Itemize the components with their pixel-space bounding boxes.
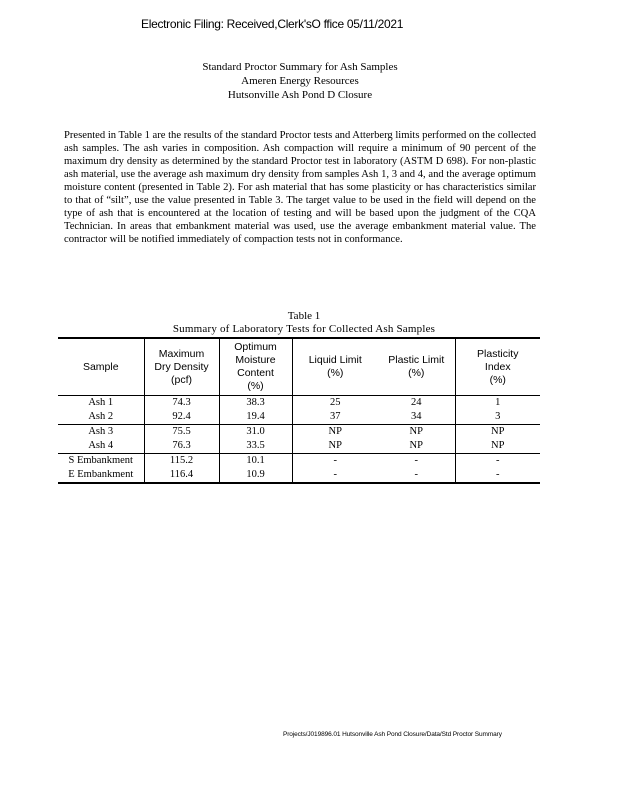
cell-max-dry-density: 115.2 [144, 454, 219, 469]
table-row [58, 468, 540, 483]
table-row [58, 425, 540, 440]
cell-sample: Ash 2 [58, 410, 144, 425]
cell-optimum-moisture: 10.9 [219, 468, 292, 483]
cell-sample: Ash 4 [58, 439, 144, 454]
cell-plastic-limit: 24 [411, 397, 422, 408]
cell-max-dry-density: 116.4 [144, 468, 219, 483]
cell-plasticity-index: NP [455, 425, 540, 440]
cell-plastic-limit: - [378, 468, 455, 483]
column-header-liquid-limit: Liquid Limit (%) [292, 338, 378, 396]
table-row [58, 396, 540, 411]
cell-plastic-limit: NP [409, 426, 423, 437]
cell-max-dry-density: 74.3 [144, 396, 219, 411]
cell-optimum-moisture: 19.4 [219, 410, 292, 425]
cell-liquid-limit: 25 [292, 396, 378, 411]
cell-plastic-limit: - [414, 455, 418, 466]
cell-optimum-moisture: 10.1 [219, 454, 292, 469]
cell-plastic-limit: 34 [378, 410, 455, 425]
cell-plastic-limit: NP [378, 439, 455, 454]
column-header-plasticity-index: Plasticity Index (%) [455, 338, 540, 396]
cell-sample: E Embankment [58, 468, 144, 483]
footer-file-path: Projects/J019896.01 Hutsonville Ash Pond Closure/Data/Std Proctor Summary [283, 731, 502, 738]
cell-optimum-moisture: 33.5 [219, 439, 292, 454]
header-title: Standard Proctor Summary for Ash Samples [202, 61, 398, 73]
cell-liquid-limit: NP [292, 425, 378, 440]
table-row [58, 439, 540, 454]
cell-plasticity-index: NP [455, 439, 540, 454]
body-paragraph: Presented in Table 1 are the results of the standard Proctor tests and Atterberg limits performed on the collected ash samples. The ash varies in composition. Ash compaction will require a minimum of 90 percent of the maximum dry density as determined by the standard Proctor test in laboratory (ASTM D 698). For non-plastic ash material, use the average ash maximum dry density from samples Ash 1, 3 and 4, and the average optimum moisture content (presented in Table 2). For ash material that has some plasticity or has characteristics similar to that of “silt”, use the value presented in Table 3. The target value to be used in the field will depend on the type of ash that is encountered at the location of testing and will be based upon the judgment of the CQA Technician. In areas that embankment material was used, use the average embankment material value. The contractor will be notified immediately of compaction tests not in conformance. [64, 130, 536, 245]
table-row [58, 410, 540, 425]
cell-sample: Ash 3 [88, 426, 114, 437]
electronic-filing-stamp: Electronic Filing: Received,Clerk'sO ffice 05/11/2021 [141, 17, 404, 31]
cell-plasticity-index: - [455, 468, 540, 483]
table-row [58, 454, 540, 469]
cell-max-dry-density: 92.4 [144, 410, 219, 425]
cell-liquid-limit: - [292, 468, 378, 483]
cell-sample: Ash 1 [88, 397, 114, 408]
column-header-plastic-limit: Plastic Limit (%) [378, 338, 455, 396]
table-number: Table 1 [287, 310, 321, 322]
column-header-optimum-moisture: Optimum Moisture Content (%) [219, 338, 292, 396]
cell-liquid-limit: - [292, 454, 378, 469]
cell-max-dry-density: 75.5 [144, 425, 219, 440]
lab-tests-table [58, 337, 540, 484]
cell-optimum-moisture: 31.0 [219, 425, 292, 440]
cell-plasticity-index: - [455, 454, 540, 469]
column-header-sample: Sample [58, 338, 144, 396]
cell-sample: S Embankment [68, 455, 133, 466]
table-caption [0, 310, 608, 336]
cell-plasticity-index: 1 [455, 396, 540, 411]
table-header-row [58, 338, 540, 396]
cell-max-dry-density: 76.3 [144, 439, 219, 454]
header-project: Hutsonville Ash Pond D Closure [227, 89, 373, 101]
cell-plasticity-index: 3 [455, 410, 540, 425]
column-header-max-dry-density: Maximum Dry Density (pcf) [144, 338, 219, 396]
header-company: Ameren Energy Resources [241, 75, 359, 87]
document-header [0, 60, 600, 102]
table-subtitle: Summary of Laboratory Tests for Collected Ash Samples [172, 323, 436, 335]
cell-optimum-moisture: 38.3 [219, 396, 292, 411]
cell-liquid-limit: NP [292, 439, 378, 454]
cell-liquid-limit: 37 [292, 410, 378, 425]
